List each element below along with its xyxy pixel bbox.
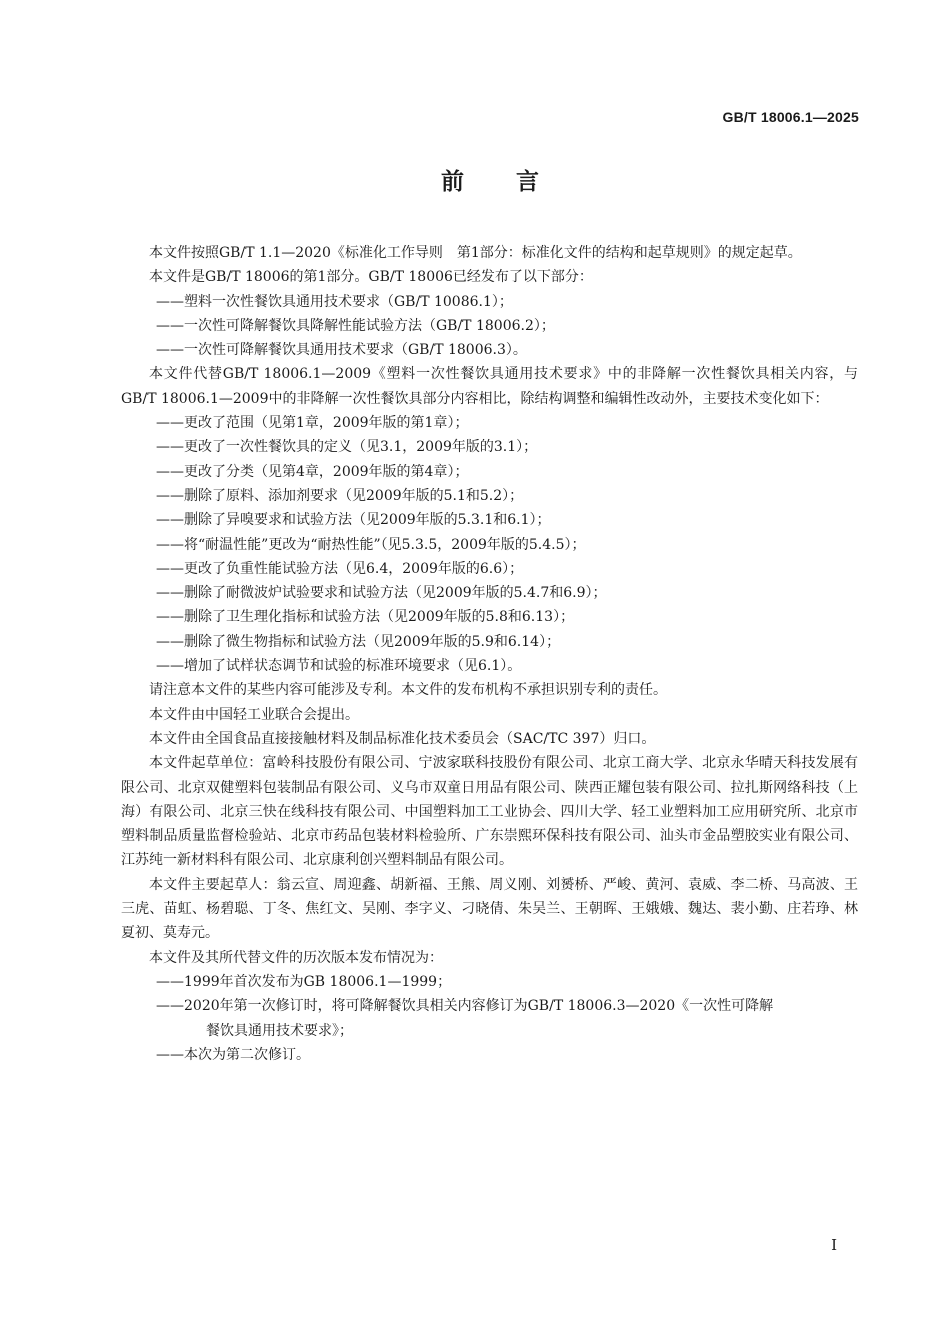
list-item-history: ——本次为第二次修订。 (156, 1046, 310, 1063)
list-item-change: ——更改了负重性能试验方法（见6.4，2009年版的6.6）； (156, 560, 524, 577)
paragraph-history-intro: 本文件及其所代替文件的历次版本发布情况为： (149, 949, 443, 966)
page-title (0, 163, 950, 196)
paragraph-replacement: 本文件代替GB/T 18006.1—2009《塑料一次性餐饮具通用技术要求》中的非降解一次性餐饮具相关内容，与GB/T 18006.1—2009中的非降解一次性餐饮具部分内容相比，除结构调整和编辑性改动外，主要技术变化如下： (121, 366, 858, 407)
list-item-history: ——1999年首次发布为GB 18006.1—1999； (156, 973, 452, 990)
paragraph-drafters: 本文件主要起草人：翁云宣、周迎鑫、胡新福、王熊、周义刚、刘赟桥、严峻、黄河、袁威、李二桥、马高波、王三虎、苗虹、杨碧聪、丁冬、焦红文、吴刚、李字义、刁晓倩、朱吴兰、王朝晖、王娥娥、魏达、裴小勤、庄若琤、林夏初、莫寿元。 (121, 876, 858, 942)
document-body (121, 241, 858, 1067)
history-line-2: 餐饮具通用技术要求》； (206, 1022, 353, 1039)
list-item-change: ——删除了微生物指标和试验方法（见2009年版的5.9和6.14）； (156, 633, 561, 650)
list-item-part: ——一次性可降解餐饮具降解性能试验方法（GB/T 18006.2）； (156, 317, 555, 334)
list-item-change: ——更改了一次性餐饮具的定义（见3.1，2009年版的3.1）； (156, 439, 538, 456)
list-item-change: ——删除了原料、添加剂要求（见2009年版的5.1和5.2）； (156, 487, 524, 504)
history-line-1: ——2020年第一次修订时，将可降解餐饮具相关内容修订为GB/T 18006.3—2020《一次性可降解 (156, 998, 774, 1015)
paragraph-patent-notice: 请注意本文件的某些内容可能涉及专利。本文件的发布机构不承担识别专利的责任。 (149, 682, 667, 699)
paragraph-drafting-units: 本文件起草单位：富岭科技股份有限公司、宁波家联科技股份有限公司、北京工商大学、北京永华晴天科技发展有限公司、北京双健塑料包装制品有限公司、义乌市双童日用品有限公司、陕西正耀包装有限公司、拉扎斯网络科技（上海）有限公司、北京三快在线科技有限公司、中国塑料加工工业协会、四川大学、轻工业塑料加工应用研究所、北京市塑料制品质量监督检验站、北京市药品包装材料检验所、广东崇熙环保科技有限公司、汕头市金品塑胶实业有限公司、江苏纯一新材料科有限公司、北京康利创兴塑料制品有限公司。 (121, 755, 858, 869)
list-item-change: ——删除了异嗅要求和试验方法（见2009年版的5.3.1和6.1）； (156, 512, 551, 529)
list-item-change: ——删除了耐微波炉试验要求和试验方法（见2009年版的5.4.7和6.9）； (156, 585, 607, 602)
paragraph-committee: 本文件由全国食品直接接触材料及制品标准化技术委员会（SAC/TC 397）归口。 (149, 730, 656, 747)
list-item-history (156, 994, 858, 1043)
paragraph-drafting-basis: 本文件按照GB/T 1.1—2020《标准化工作导则 第1部分：标准化文件的结构和起草规则》的规定起草。 (149, 245, 802, 261)
standard-code: GB/T 18006.1—2025 (722, 109, 859, 125)
paragraph-proposer: 本文件由中国轻工业联合会提出。 (149, 706, 359, 723)
list-item-change: ——将“耐温性能”更改为“耐热性能”（见5.3.5，2009年版的5.4.5）； (156, 536, 586, 553)
list-item-change: ——删除了卫生理化指标和试验方法（见2009年版的5.8和6.13）； (156, 609, 575, 626)
list-item-change: ——增加了试样状态调节和试验的标准环境要求（见6.1）。 (156, 658, 522, 675)
title-char-1: 前 (441, 169, 464, 195)
page-number: I (831, 1236, 837, 1254)
title-char-2: 言 (516, 169, 539, 195)
paragraph-parts-intro: 本文件是GB/T 18006的第1部分。GB/T 18006已经发布了以下部分： (149, 269, 593, 286)
list-item-change: ——更改了范围（见第1章，2009年版的第1章）； (156, 415, 469, 432)
list-item-part: ——一次性可降解餐饮具通用技术要求（GB/T 18006.3）。 (156, 342, 527, 359)
list-item-change: ——更改了分类（见第4章，2009年版的第4章）； (156, 463, 469, 480)
list-item-part: ——塑料一次性餐饮具通用技术要求（GB/T 10086.1）； (156, 293, 513, 310)
